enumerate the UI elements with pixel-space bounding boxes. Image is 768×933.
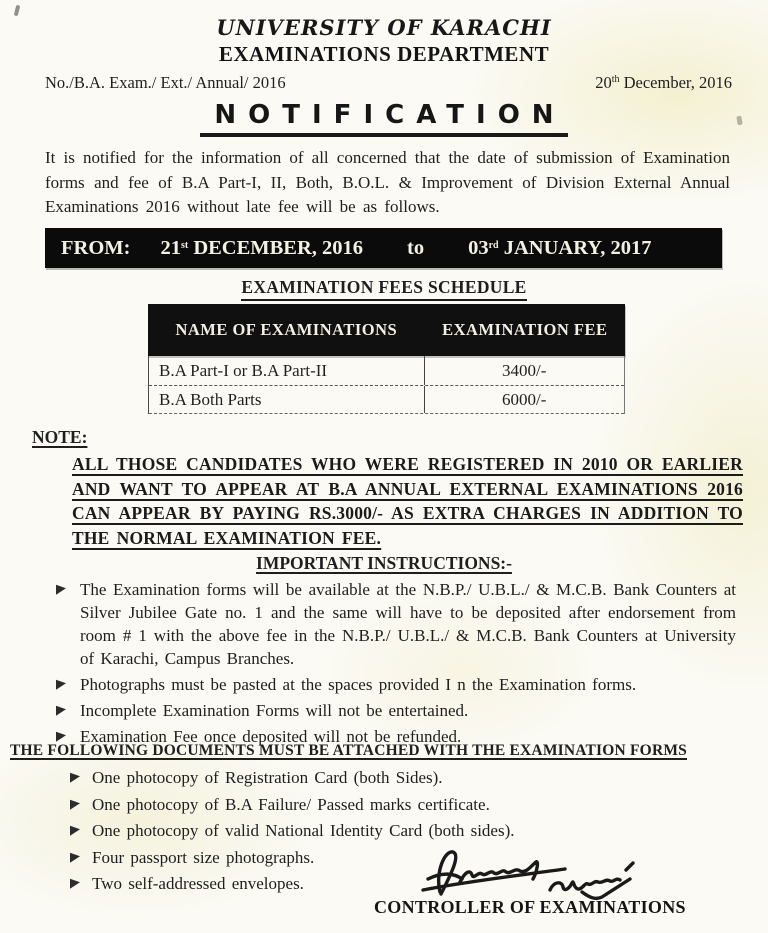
- list-item: Four passport size photographs.: [70, 847, 648, 869]
- fees-table: [148, 304, 625, 414]
- exam-fee-cell: 3400/-: [502, 360, 547, 380]
- from-label: FROM:: [61, 236, 131, 259]
- reference-number: No./B.A. Exam./ Ext./ Annual/ 2016: [45, 73, 286, 92]
- arrow-bullet-icon: [56, 673, 80, 696]
- signatory-title: CONTROLLER OF EXAMINATIONS: [374, 897, 686, 917]
- list-item: Incomplete Examination Forms will not be entertained.: [56, 699, 736, 722]
- list-item: Examination Fee once deposited will not be refunded.: [56, 725, 736, 748]
- period-start-date: 21st DECEMBER, 2016: [160, 236, 364, 259]
- list-item: Two self-addressed envelopes.: [70, 873, 648, 895]
- exam-fee-cell: 6000/-: [502, 389, 547, 409]
- fees-table-body: [148, 356, 625, 414]
- period-end-date: 03rd JANUARY, 2017: [468, 236, 652, 259]
- to-label: to: [407, 236, 425, 259]
- fees-schedule-title: EXAMINATION FEES SCHEDULE: [241, 277, 526, 301]
- fees-header-name: NAME OF EXAMINATIONS: [175, 320, 398, 339]
- fees-header-fee: EXAMINATION FEE: [442, 320, 608, 339]
- arrow-bullet-icon: [70, 794, 92, 816]
- reference-row: [45, 73, 732, 93]
- table-row: [149, 356, 624, 385]
- signature-scrawl: [420, 842, 655, 904]
- note-label: NOTE:: [32, 427, 88, 447]
- department-name: EXAMINATIONS DEPARTMENT: [218, 42, 550, 66]
- table-row: [149, 385, 624, 414]
- arrow-bullet-icon: [56, 578, 80, 670]
- instructions-title-wrap: [0, 553, 768, 574]
- list-item: One photocopy of Registration Card (both Sides).: [70, 767, 648, 789]
- university-name: UNIVERSITY OF KARACHI: [216, 15, 552, 40]
- arrow-bullet-icon: [70, 767, 92, 789]
- arrow-bullet-icon: [70, 847, 92, 869]
- submission-period-banner: [45, 228, 722, 268]
- notification-title: NOTIFICATION: [200, 100, 567, 137]
- instructions-list: [56, 578, 736, 751]
- instructions-title: IMPORTANT INSTRUCTIONS:-: [256, 553, 512, 573]
- signature: [420, 842, 655, 904]
- documents-title: THE FOLLOWING DOCUMENTS MUST BE ATTACHED WITH THE EXAMINATION FORMS: [10, 742, 687, 759]
- list-item: One photocopy of valid National Identity Card (both sides).: [70, 820, 648, 842]
- fees-table-header: [148, 304, 625, 356]
- arrow-bullet-icon: [70, 873, 92, 895]
- intro-paragraph: It is notified for the information of all concerned that the date of submission of Examination forms and fee of B.A Part-I, II, Both, B.O.L. & Improvement of Division External Annual Examinations 2016 without late fee will be as follows.: [45, 148, 730, 216]
- exam-name-cell: B.A Part-I or B.A Part-II: [149, 356, 425, 385]
- issue-date: 20th December, 2016: [595, 73, 732, 92]
- list-item: One photocopy of B.A Failure/ Passed marks certificate.: [70, 794, 648, 816]
- arrow-bullet-icon: [56, 699, 80, 722]
- fees-schedule-title-wrap: [0, 277, 768, 301]
- list-item: The Examination forms will be available at the N.B.P./ U.B.L./ & M.C.B. Bank Counters at Silver Jubilee Gate no. 1 and the same will have to be deposited after endorsement from room # 1 with the above fee in the N.B.P./ U.B.L./ & M.C.B. Bank Counters at University of Karachi, Campus Branches.: [56, 578, 736, 670]
- documents-title-wrap: [10, 742, 687, 760]
- list-item: Photographs must be pasted at the spaces provided I n the Examination forms.: [56, 673, 736, 696]
- exam-name-cell: B.A Both Parts: [149, 386, 425, 413]
- note-paragraph: ALL THOSE CANDIDATES WHO WERE REGISTERED IN 2010 OR EARLIER AND WANT TO APPEAR AT B.A ANNUAL EXTERNAL EXAMINATIONS 2016 CAN APPEAR BY PAYING RS.3000/- AS EXTRA CHARGES IN ADDITION TO THE NORMAL EXAMINATION FEE.: [72, 454, 743, 548]
- notification-title-wrap: [0, 100, 768, 137]
- arrow-bullet-icon: [70, 820, 92, 842]
